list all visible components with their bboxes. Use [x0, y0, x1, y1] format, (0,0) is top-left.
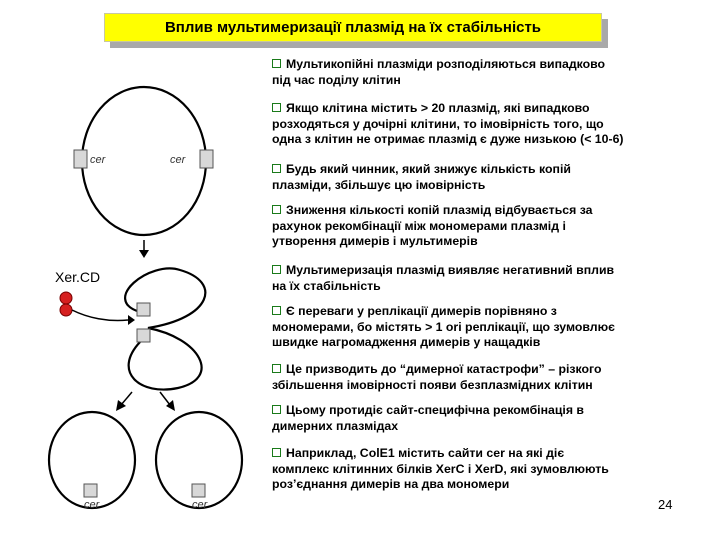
arrow-to-dimer-icon: [72, 310, 128, 321]
xercd-label: Xer.CD: [55, 269, 101, 285]
arrow-down-icon: [139, 240, 149, 258]
checkbox-bullet-icon: [272, 103, 281, 112]
checkbox-bullet-icon: [272, 59, 281, 68]
plasmid-diagram: [0, 0, 270, 540]
checkbox-bullet-icon: [272, 364, 281, 373]
xerd-protein: [60, 304, 72, 316]
slide-title: Вплив мультимеризації плазмід на їх стабільність: [104, 13, 602, 42]
checkbox-bullet-icon: [272, 164, 281, 173]
arrow-split-right-icon: [160, 392, 175, 411]
cer-label-bottom-right: cer: [192, 499, 208, 511]
page-number: 24: [658, 497, 673, 512]
bullet-item: Мультимеризація плазмід виявляє негативний вплив на їх стабільність: [272, 263, 615, 293]
arrow-split-left-icon: [116, 392, 132, 411]
bullet-item: Цьому протидіє сайт-специфічна рекомбінація в димерних плазмідах: [272, 403, 584, 433]
cer-site-bottom-left: [84, 484, 97, 497]
cer-site-left: [74, 150, 87, 168]
bullet-item: Наприклад, ColE1 містить сайти cer на які діє комплекс клітинних білків XerC і XerD, які зумовлюють роз’єднання димерів на два мономери: [272, 446, 609, 491]
checkbox-bullet-icon: [272, 448, 281, 457]
bullet-item: Мультикопійні плазміди розподіляються випадково під час поділу клітин: [272, 57, 606, 87]
cer-label-left: cer: [90, 154, 106, 166]
checkbox-bullet-icon: [272, 205, 281, 214]
bullet-item: Будь який чинник, який знижує кількість копій плазміди, збільшує цю імовірність: [272, 162, 571, 192]
checkbox-bullet-icon: [272, 265, 281, 274]
bullet-item: Є переваги у реплікації димерів порівняно з мономерами, бо містять > 1 ori реплікації, що зумовлює швидке нагромадження димерів у нащадків: [272, 304, 615, 349]
checkbox-bullet-icon: [272, 405, 281, 414]
bullet-item: Зниження кількості копій плазмід відбувається за рахунок рекомбінації між мономерами плазмід і утворення димерів і мультимерів: [272, 203, 593, 248]
bullet-item: Якщо клітина містить > 20 плазмід, які випадково розходяться у дочірні клітини, то імовірність того, що одна з клітин не отримає плазмід є дуже низькою (< 10-6): [272, 101, 624, 146]
xerc-protein: [60, 292, 72, 304]
bullet-item: Це призводить до “димерної катастрофи” – різкого збільшення імовірності появи безплазмідних клітин: [272, 362, 602, 392]
dimer-cer-site-1: [137, 303, 150, 316]
checkbox-bullet-icon: [272, 306, 281, 315]
dimer-cer-site-2: [137, 329, 150, 342]
arrow-to-dimer-head: [128, 315, 135, 325]
cer-site-right: [200, 150, 213, 168]
cer-label-right: cer: [170, 154, 186, 166]
cer-label-bottom-left: cer: [84, 499, 100, 511]
cer-site-bottom-right: [192, 484, 205, 497]
